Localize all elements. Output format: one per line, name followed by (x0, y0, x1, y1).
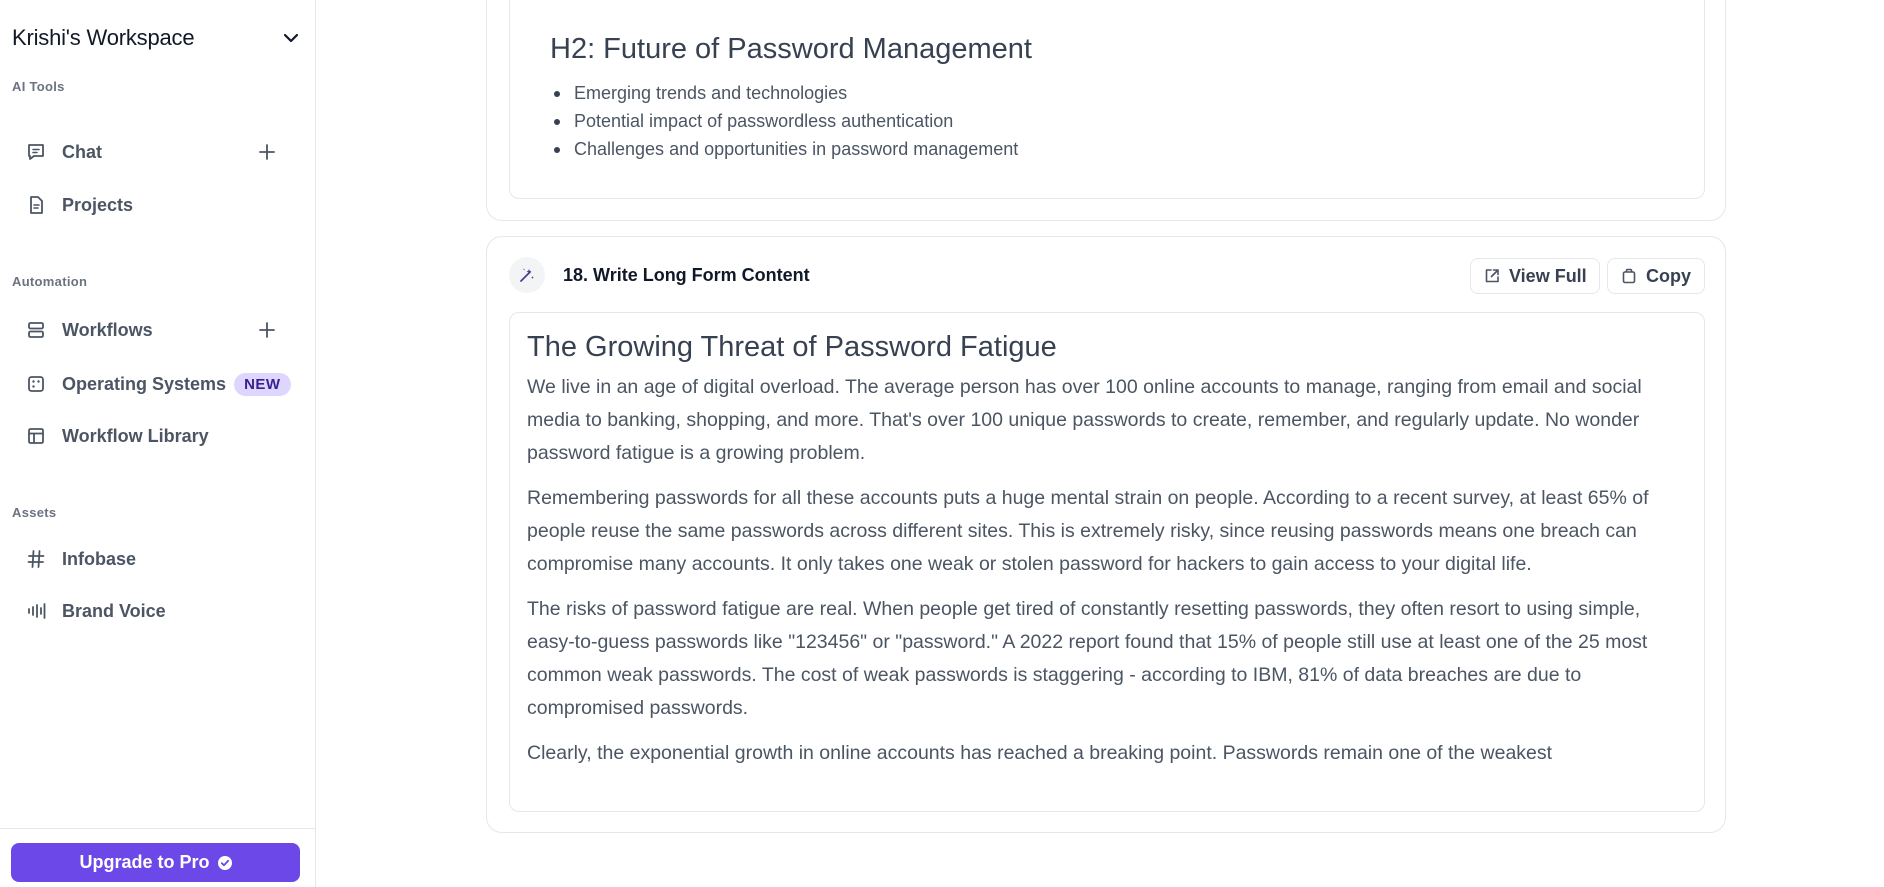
sidebar-item-label: Operating Systems (62, 373, 227, 394)
chevron-down-icon[interactable] (280, 27, 302, 49)
soundwave-icon (24, 599, 48, 623)
sidebar (0, 0, 316, 887)
section-title-assets: Assets (12, 505, 57, 520)
sidebar-item-label: Workflows (62, 319, 153, 340)
sidebar-item-label: Chat (62, 141, 102, 162)
new-badge: NEW (234, 373, 291, 396)
sidebar-item-chat[interactable] (24, 132, 300, 172)
chat-icon (24, 140, 48, 164)
content-paragraph: We live in an age of digital overload. The average person has over 100 online accounts to manage, ranging from email and social media to banking, shopping, and more. That's over 100 unique passwords to create, remember, and regularly update. No wonder password fatigue is a growing problem. (527, 376, 1642, 464)
library-icon (24, 424, 48, 448)
check-circle-icon (218, 856, 232, 870)
sidebar-item-label: Infobase (62, 548, 137, 569)
task-title: 18. Write Long Form Content (563, 265, 810, 285)
generated-content (509, 312, 1705, 812)
content-paragraph: Remembering passwords for all these accounts puts a huge mental strain on people. According to a recent survey, at least 65% of people reuse the same passwords across different sites. This is extremely risky, since reusing passwords means one breach can compromise many accounts. It only takes one weak or stolen password for hackers to gain access to your digital life. (527, 487, 1649, 575)
upgrade-label: Upgrade to Pro (79, 852, 210, 872)
sidebar-item-label: Brand Voice (62, 600, 166, 621)
sidebar-item-brand-voice[interactable] (24, 591, 300, 631)
workspace-switcher[interactable] (12, 22, 302, 54)
list-item: Potential impact of passwordless authentication (550, 107, 1018, 135)
add-workflow-plus-icon[interactable] (256, 319, 278, 341)
sidebar-item-operating-systems[interactable] (24, 364, 300, 404)
previous-task-card (486, 0, 1726, 221)
section-title-automation: Automation (12, 274, 88, 289)
section-title-ai-tools: AI Tools (12, 79, 65, 94)
workspace-title: Krishi's Workspace (12, 25, 195, 50)
previous-task-content (509, 0, 1705, 199)
magic-wand-icon (509, 257, 545, 293)
view-full-button[interactable] (1470, 258, 1600, 294)
content-paragraph: Clearly, the exponential growth in online accounts has reached a breaking point. Passwords remain one of the weakest (527, 742, 1553, 764)
sidebar-item-projects[interactable] (24, 185, 300, 225)
content-paragraph: The risks of password fatigue are real. When people get tired of constantly resetting passwords, they often resort to using simple, easy-to-guess passwords like "123456" or "password." A 2022 report found that 15% of people still use at least one of the 25 most common weak passwords. The cost of weak passwords is staggering - according to IBM, 81% of data breaches are due to compromised passwords. (527, 598, 1648, 719)
upgrade-to-pro-button[interactable] (11, 843, 300, 882)
sidebar-item-infobase[interactable] (24, 539, 300, 579)
add-chat-plus-icon[interactable] (256, 141, 278, 163)
outline-heading: H2: Future of Password Management (550, 33, 1032, 65)
sidebar-item-label: Projects (62, 194, 134, 215)
list-item: Challenges and opportunities in password management (550, 135, 1018, 163)
document-icon (24, 193, 48, 217)
sidebar-item-workflows[interactable] (24, 310, 300, 350)
sidebar-footer (0, 828, 316, 887)
outline-bullets (550, 79, 1018, 163)
copy-label: Copy (1646, 265, 1691, 286)
external-link-icon (1483, 267, 1501, 285)
hash-icon (24, 547, 48, 571)
copy-button[interactable] (1607, 258, 1705, 294)
sidebar-item-label: Workflow Library (62, 425, 209, 446)
view-full-label: View Full (1509, 265, 1587, 286)
content-title: The Growing Threat of Password Fatigue (527, 331, 1057, 363)
task-card (486, 236, 1726, 833)
workflows-icon (24, 318, 48, 342)
list-item: Emerging trends and technologies (550, 79, 1018, 107)
sidebar-item-workflow-library[interactable] (24, 416, 300, 456)
clipboard-icon (1620, 267, 1638, 285)
operating-systems-icon (24, 372, 48, 396)
